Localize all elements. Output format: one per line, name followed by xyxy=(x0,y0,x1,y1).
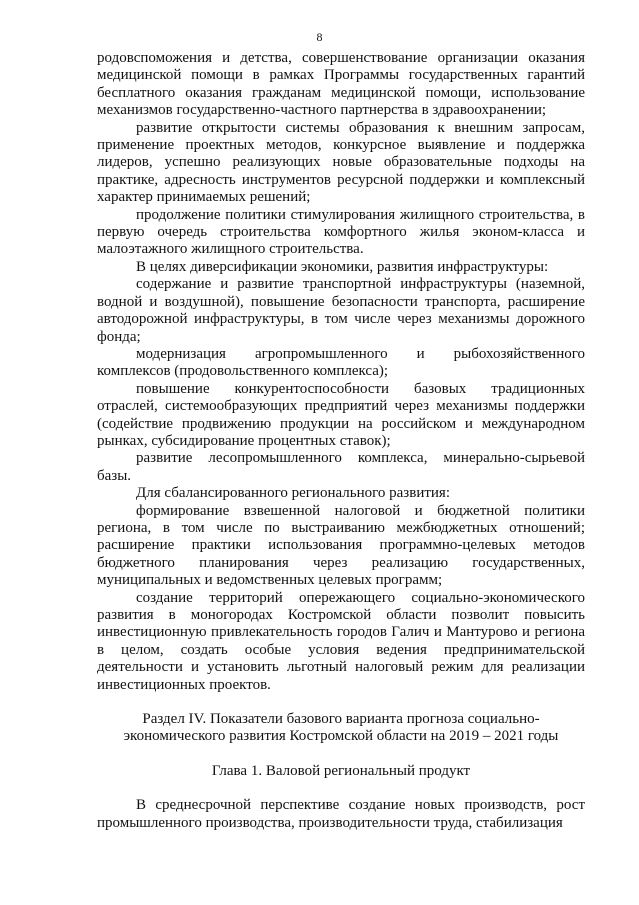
section-heading-line-1: Раздел IV. Показатели базового варианта прогноза социально- xyxy=(142,711,540,728)
paragraph-housing: продолжение политики стимулирования жилищного строительства, в первую очередь строительства комфортного жилья эконом-класса и малоэтажного жилищного строительства. xyxy=(97,206,585,258)
paragraph-timber: развитие лесопромышленного комплекса, минерально-сырьевой базы. xyxy=(97,450,585,484)
chapter-heading: Глава 1. Валовой региональный продукт xyxy=(211,762,471,779)
page-number: 8 xyxy=(316,30,323,44)
section-heading-line-2: экономического развития Костромской области на 2019 – 2021 годы xyxy=(123,728,559,745)
paragraph-competitiveness: повышение конкурентоспособности базовых традиционных отраслей, системообразующих предприятий через механизмы поддержки (содействие продвижению продукции на российском и международном рынках, субсидирование процентных ставок); xyxy=(97,380,585,449)
paragraph-regional-intro: Для сбалансированного регионального развития: xyxy=(136,485,450,502)
paragraph-diversification-intro: В целях диверсификации экономики, развития инфраструктуры: xyxy=(136,258,549,275)
paragraph-transport: содержание и развитие транспортной инфраструктуры (наземной, водной и воздушной), повышение безопасности транспорта, расширение автодорожной инфраструктуры, в том числе через механизмы дорожного фонда; xyxy=(97,276,585,345)
paragraph-education: развитие открытости системы образования к внешним запросам, применение проектных методов, конкурсное выявление и поддержка лидеров, успешно реализующих новые образовательные подходы на практике, адресность инструментов ресурсной поддержки и комплексный характер принимаемых решений; xyxy=(97,119,585,206)
paragraph-fiscal-policy: формирование взвешенной налоговой и бюджетной политики региона, в том числе по выстраиванию межбюджетных отношений; расширение практики использования программно-целевых методов бюджетного планирования через реализацию государственных, муниципальных и ведомственных целевых программ; xyxy=(97,502,585,589)
paragraph-closing: В среднесрочной перспективе создание новых производств, рост промышленного производства, производительности труда, стабилизация xyxy=(97,797,585,831)
paragraph-territories: создание территорий опережающего социально-экономического развития в моногородах Костромской области позволит повысить инвестиционную привлекательность городов Галич и Мантурово и региона в целом, создать особые условия ведения предпринимательской деятельности и установить льготный налоговый режим для реализации инвестиционных проектов. xyxy=(97,589,585,693)
body-text xyxy=(97,50,585,832)
paragraph-agro: модернизация агропромышленного и рыбохозяйственного комплексов (продовольственного комплекса); xyxy=(97,345,585,380)
paragraph-healthcare-continued: родовспоможения и детства, совершенствование организации оказания медицинской помощи в рамках Программы государственных гарантий бесплатного оказания гражданам медицинской помощи, использование механизмов государственно-частного партнерства в здравоохранении; xyxy=(97,50,585,119)
section-heading xyxy=(97,711,585,746)
